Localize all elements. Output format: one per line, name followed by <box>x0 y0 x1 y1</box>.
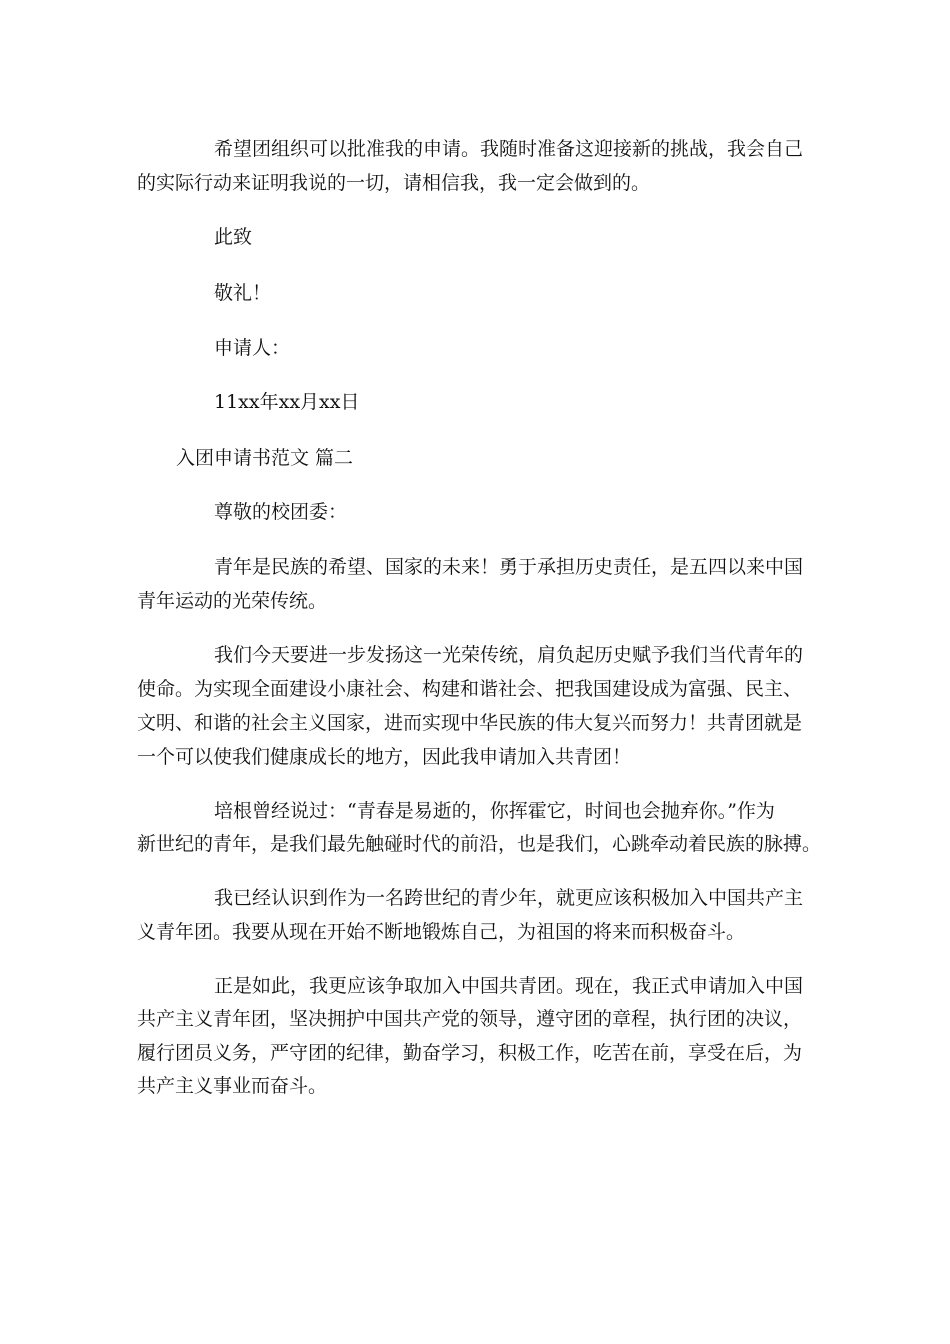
paragraph-line: 一个可以使我们健康成长的地方，因此我申请加入共青团！ <box>137 746 632 768</box>
paragraph-line: 的实际行动来证明我说的一切，请相信我，我一定会做到的。 <box>137 172 651 194</box>
paragraph-line: 履行团员义务，严守团的纪律，勤奋学习，积极工作，吃苦在前，享受在后，为 <box>137 1042 803 1064</box>
paragraph-line: 共产主义事业而奋斗。 <box>137 1075 328 1097</box>
paragraph-line: 我们今天要进一步发扬这一光荣传统，肩负起历史赋予我们当代青年的 <box>214 644 804 666</box>
applicant-signature: 申请人： <box>214 337 291 359</box>
paragraph-line: 使命。为实现全面建设小康社会、构建和谐社会、把我国建设成为富强、民主、 <box>137 678 803 700</box>
application-date: 11xx年xx月xx日 <box>214 391 360 413</box>
closing-regards: 敬礼！ <box>214 282 272 304</box>
paragraph-line: 青年是民族的希望、国家的未来！勇于承担历史责任，是五四以来中国 <box>214 556 804 578</box>
greeting-line: 尊敬的校团委： <box>214 501 348 523</box>
paragraph-line: 义青年团。我要从现在开始不断地锻炼自己，为祖国的将来而积极奋斗。 <box>137 921 746 943</box>
paragraph-line: 希望团组织可以批准我的申请。我随时准备这迎接新的挑战，我会自己 <box>214 138 804 160</box>
closing-salutation: 此致 <box>214 226 253 248</box>
paragraph-line: 新世纪的青年，是我们最先触碰时代的前沿，也是我们，心跳牵动着民族的脉搏。 <box>137 833 822 855</box>
paragraph-line: 共产主义青年团，坚决拥护中国共产党的领导，遵守团的章程，执行团的决议， <box>137 1008 803 1030</box>
paragraph-line: 文明、和谐的社会主义国家，进而实现中华民族的伟大复兴而努力！共青团就是 <box>137 712 803 734</box>
paragraph-line: 青年运动的光荣传统。 <box>137 590 328 612</box>
paragraph-line: 培根曾经说过：“青春是易逝的，你挥霍它，时间也会抛弃你。”作为 <box>214 800 775 822</box>
paragraph-line: 我已经认识到作为一名跨世纪的青少年，就更应该积极加入中国共产主 <box>214 887 804 909</box>
paragraph-line: 正是如此，我更应该争取加入中国共青团。现在，我正式申请加入中国 <box>214 975 804 997</box>
section-heading: 入团申请书范文 篇二 <box>176 447 354 469</box>
